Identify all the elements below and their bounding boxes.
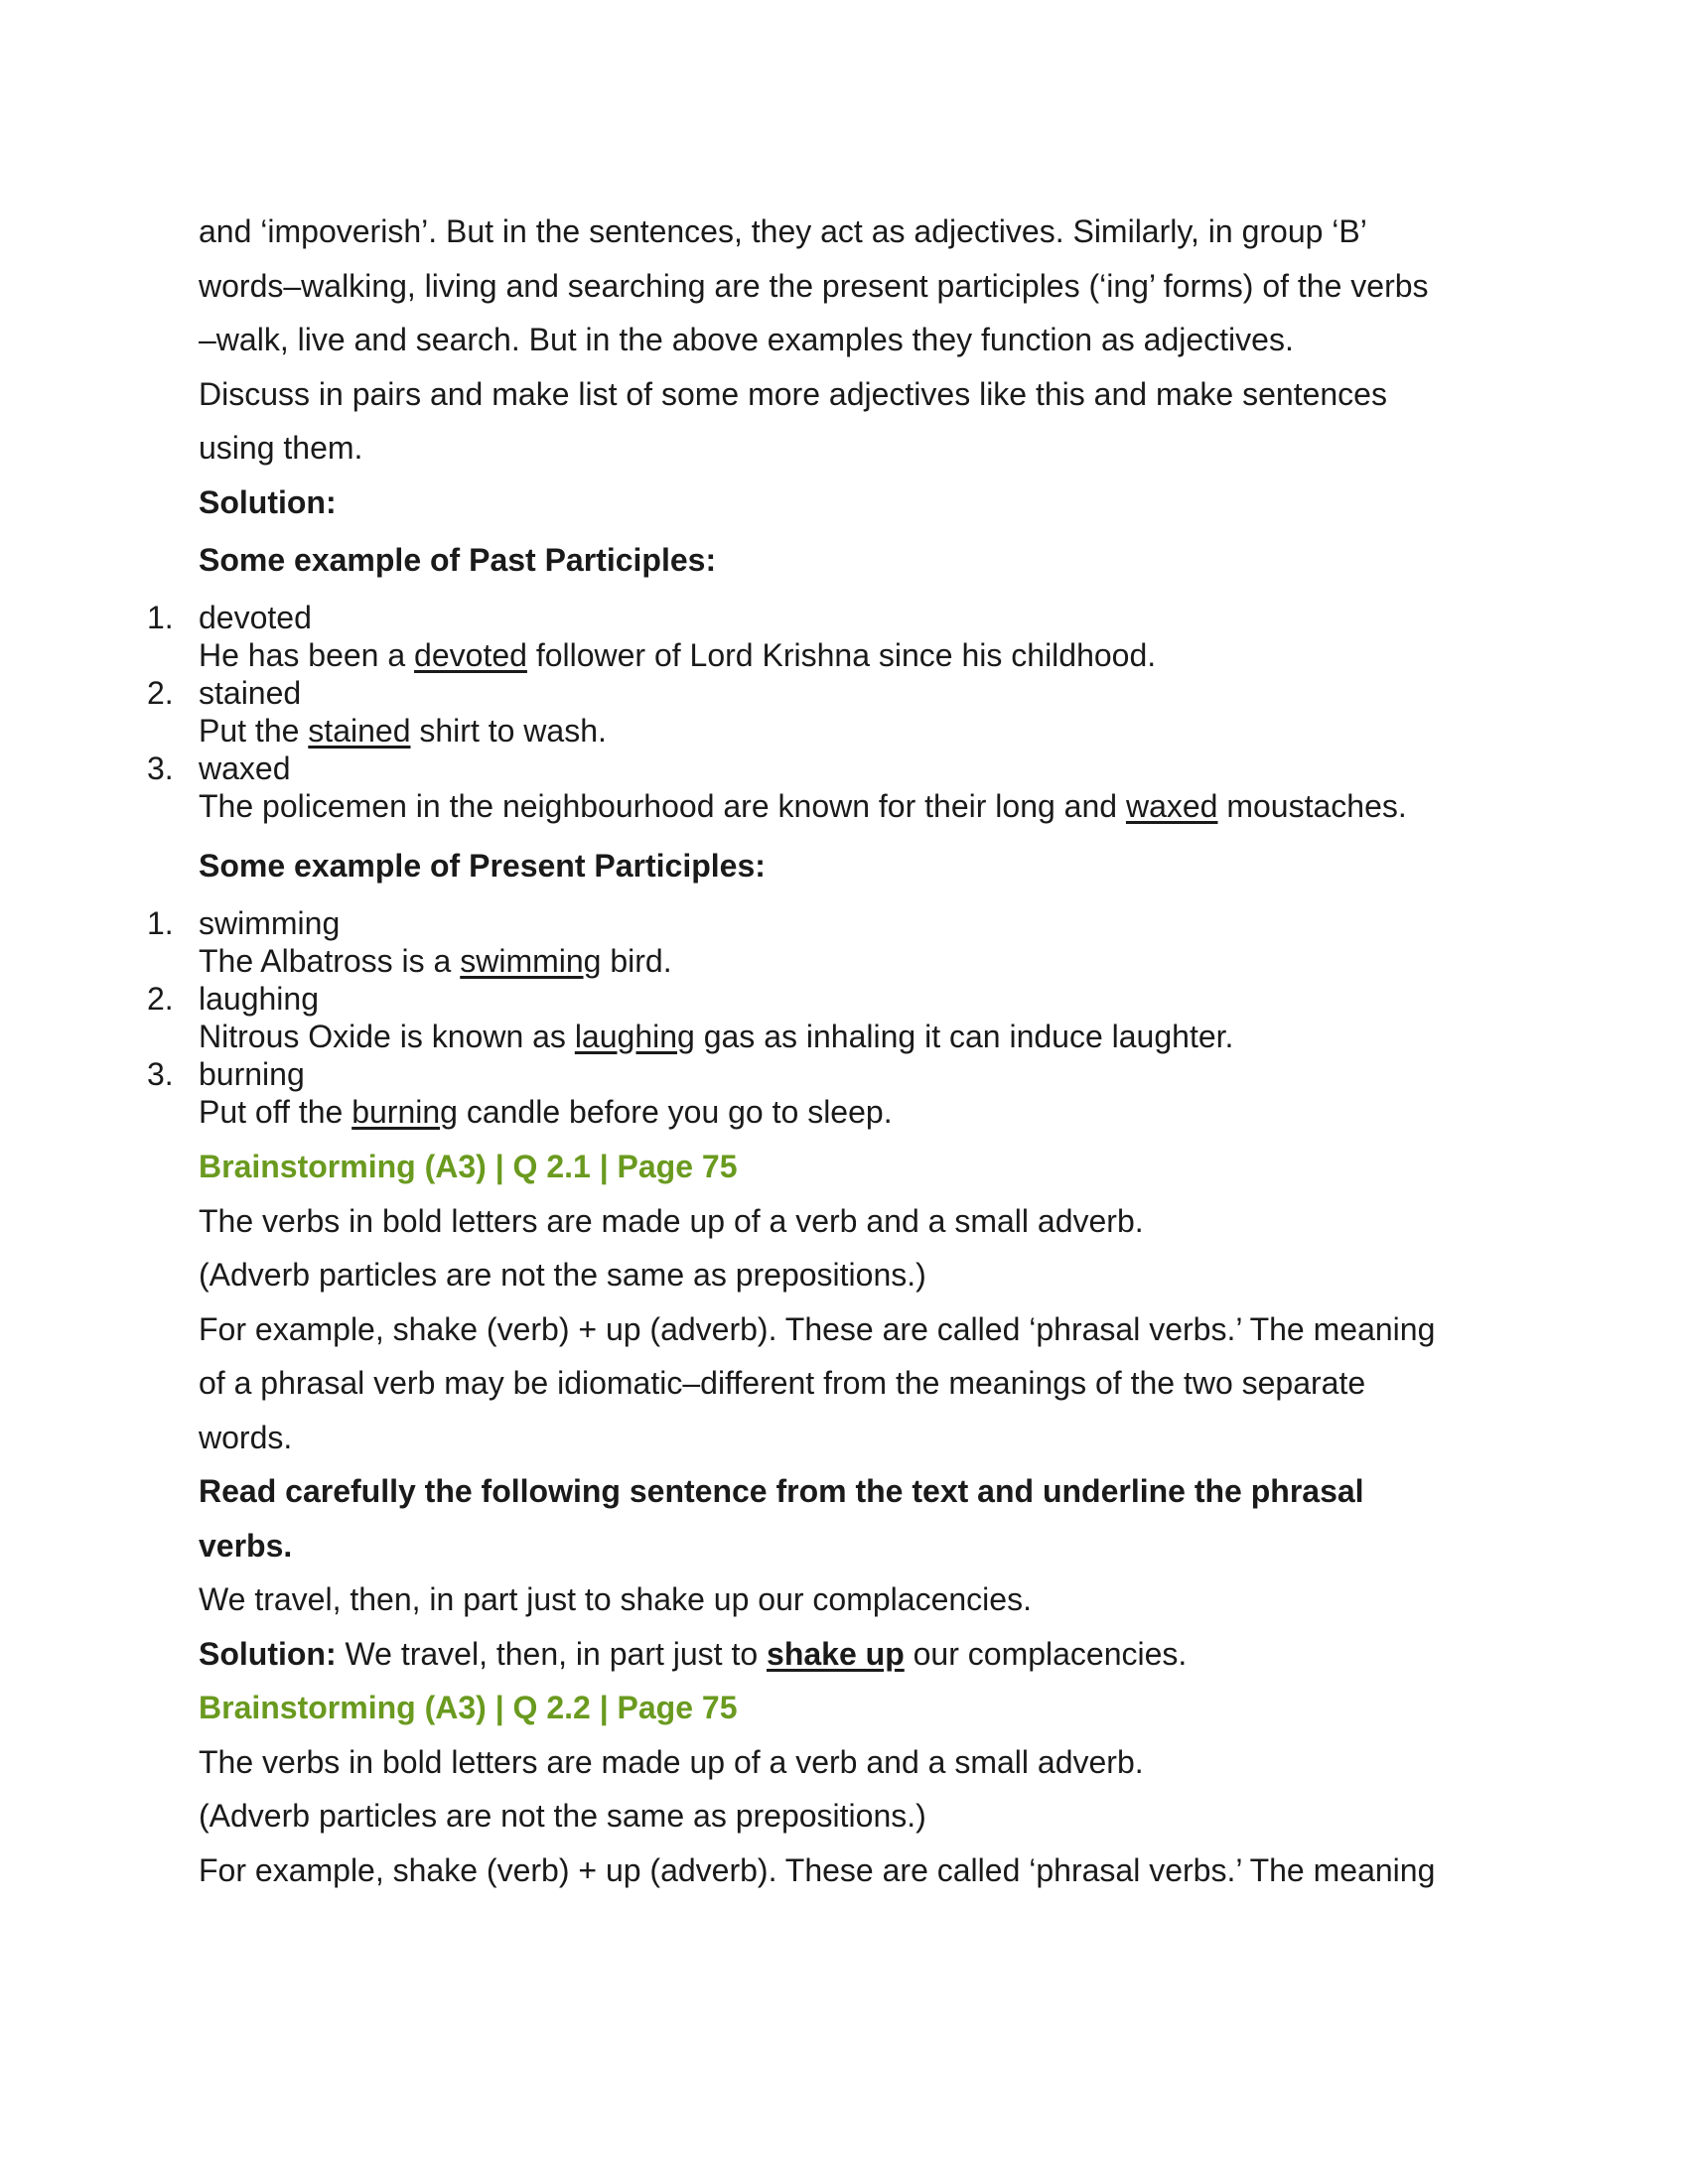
question-heading-2-2: Brainstorming (A3) | Q 2.2 | Page 75 (199, 1690, 738, 1725)
q21-task-a: Read carefully the following sentence from the text and underline the phrasal (199, 1473, 1364, 1509)
past-participles-heading: Some example of Past Participles: (199, 542, 717, 578)
list-number: 2. (147, 981, 174, 1017)
q22-para-3a: For example, shake (verb) + up (adverb). These are called ‘phrasal verbs.’ The meaning (199, 1852, 1436, 1888)
list-item-word: stained (199, 675, 302, 711)
list-item-sentence: The policemen in the neighbourhood are known for their long and waxed moustaches. (199, 788, 1407, 824)
q21-para-2: (Adverb particles are not the same as prepositions.) (199, 1257, 926, 1293)
list-item-sentence: He has been a devoted follower of Lord Krishna since his childhood. (199, 637, 1157, 673)
q21-sentence: We travel, then, in part just to shake up our complacencies. (199, 1581, 1032, 1617)
q21-para-3a: For example, shake (verb) + up (adverb). These are called ‘phrasal verbs.’ The meaning (199, 1311, 1436, 1347)
list-item-sentence: Put the stained shirt to wash. (199, 713, 607, 749)
intro-line-3: –walk, live and search. But in the above examples they function as adjectives. (199, 322, 1294, 357)
solution-label: Solution: (199, 1636, 337, 1672)
solution-label: Solution: (199, 484, 337, 520)
list-number: 1. (147, 905, 174, 941)
list-item-sentence: Put off the burning candle before you go to sleep. (199, 1094, 893, 1130)
intro-line-4: Discuss in pairs and make list of some more adjectives like this and make sentences (199, 376, 1387, 412)
list-number: 2. (147, 675, 174, 711)
list-item-sentence: Nitrous Oxide is known as laughing gas as inhaling it can induce laughter. (199, 1019, 1234, 1054)
intro-line-1: and ‘impoverish’. But in the sentences, they act as adjectives. Similarly, in group ‘B’ (199, 213, 1367, 249)
intro-line-5: using them. (199, 430, 363, 466)
underlined-word: stained (308, 713, 411, 749)
list-number: 3. (147, 751, 174, 786)
list-item-sentence: The Albatross is a swimming bird. (199, 943, 672, 979)
list-item-word: swimming (199, 905, 341, 941)
underlined-word: devoted (414, 637, 527, 673)
list-item-word: burning (199, 1056, 305, 1092)
list-item-word: devoted (199, 600, 312, 635)
underlined-word: swimming (460, 943, 602, 979)
q21-para-3c: words. (199, 1420, 293, 1455)
underlined-word: laughing (574, 1019, 695, 1054)
underlined-word: waxed (1125, 788, 1218, 824)
q22-para-1: The verbs in bold letters are made up of a verb and a small adverb. (199, 1744, 1144, 1780)
q21-task-b: verbs. (199, 1528, 293, 1564)
list-number: 1. (147, 600, 174, 635)
q22-para-2: (Adverb particles are not the same as prepositions.) (199, 1798, 926, 1834)
question-heading-2-1: Brainstorming (A3) | Q 2.1 | Page 75 (199, 1149, 738, 1184)
underlined-word: burning (352, 1094, 458, 1130)
q21-para-1: The verbs in bold letters are made up of a verb and a small adverb. (199, 1203, 1144, 1239)
intro-line-2: words–walking, living and searching are the present participles (‘ing’ forms) of the verbs (199, 268, 1429, 304)
underlined-phrasal-verb: shake up (767, 1636, 905, 1672)
list-item-word: laughing (199, 981, 319, 1017)
list-number: 3. (147, 1056, 174, 1092)
list-item-word: waxed (199, 751, 291, 786)
q21-solution: Solution: We travel, then, in part just to shake up our complacencies. (199, 1636, 1188, 1672)
present-participles-heading: Some example of Present Participles: (199, 848, 766, 884)
q21-para-3b: of a phrasal verb may be idiomatic–different from the meanings of the two separate (199, 1365, 1366, 1401)
